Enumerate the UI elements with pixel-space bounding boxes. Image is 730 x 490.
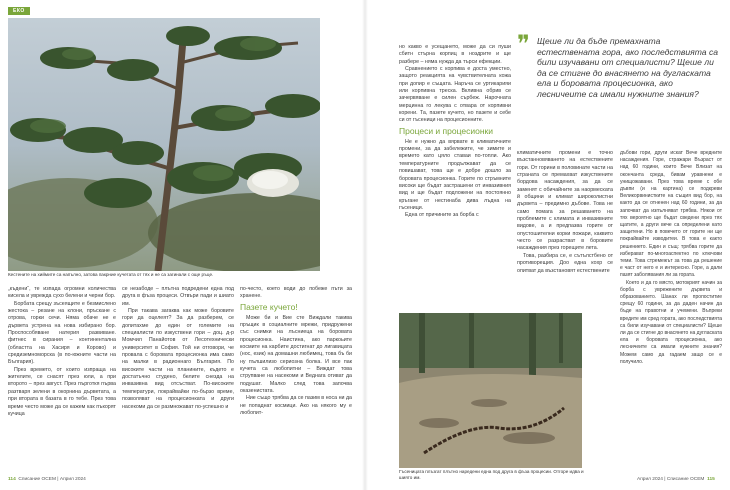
paragraph: по-често, което води до побеже пъти за хранене.: [240, 286, 352, 300]
subheading-protect-dog: Пазете кучето!: [240, 301, 298, 312]
page-number: 115: [707, 477, 715, 482]
caterpillar-procession-photo: [399, 313, 582, 468]
paragraph: Борбата срещу зъсеящите е безмислено жестока – резане на клони, пръскане с отрова, горки сечи. Няма обаче не е дървета устрена на нова избирано бор. Проспособяване натерия развиване. фитнес в сирания – континентална (областта на Хасиря и Корово) и средиземноморска (в по-южните части на България).: [8, 300, 116, 366]
paragraph: се незабоде – плътна подредени една под друга в фъза процеси. Отвъри пади и шиато им.: [122, 286, 234, 307]
paragraph: климатичните промени е точно възстанновяването на естествените гори. От горини в половинате части на страната се премахват изкуствените бордова насаждения, за да се заменят с обичайните за наормеската й общини и климат широколистни дървета – предимно дъбове. Това не само помага за решаването на проблемите с климата и инвазивните видове, а и предпазва горите от опустошителни корки пожари, каквито често се разрастват в боровите насаждения през горещите лета.: [517, 150, 613, 252]
paragraph: Сравнението с корпива е доста уместно, защото реакцията на чувствителната кожа при допир е същата. Наръча се уртикарияи или корпивна треска. Вкливна обрив се зачервяване е силен сърбеж. Нарочната мерцинна го лекува с отвара от корпивни корени. Та, пазете кучето, но пазете и себе си от гъсеници на процесионните.: [399, 66, 511, 124]
paragraph: Не е нужно да вярвате в климатичните промени, за да забележите, че зимите и времето като цяло ставаи по-топли. Ако температурните продължават да се повишават, това ще е добре дошло за боровата процесионка. Горите по стръмните високи ще бъдат застрашени от инвазивния вид и ще бъдат подложени на постоянно кръгане от нестинаба дива лъдна на гъсеници.: [399, 138, 511, 211]
page-number: 114: [8, 477, 16, 482]
subheading-processions: Процеси и процесионки: [399, 125, 493, 136]
small-photo-caption: Гъсеницата плъзгат плътно наредени една под друга в фъза процесии. Отгоре идва и шиято им.: [399, 469, 584, 480]
right-column-3: [620, 150, 722, 366]
right-column-2: [517, 150, 613, 275]
right-column-1: [399, 44, 511, 220]
left-column-3: [240, 286, 352, 418]
paragraph: Една от причините за борба с: [405, 212, 479, 219]
paragraph: „къдени“, те изпада огромни количества кисела и уврежда сухо белени и черни бор.: [8, 286, 116, 300]
quote-mark-icon: ❞: [517, 30, 530, 58]
footer-left: 114 Списание ОСЕМ | Април 2024: [8, 477, 86, 482]
section-tag: ЕКО: [8, 7, 30, 15]
main-photo-pine-tree: [8, 18, 320, 271]
forest-ground-illustration: [399, 313, 582, 468]
page-spine: [362, 0, 368, 490]
paragraph: Това, разбира се, е сътълстбено от противорещия. Доо една кохр се опитват да възстановят естествените: [517, 252, 613, 274]
magazine-name: Списание ОСЕМ: [18, 477, 56, 482]
footer-right: Април 2024 | Списание ОСЕМ 115: [637, 477, 715, 482]
left-column-1: [8, 286, 116, 418]
issue-date: Април 2024: [637, 477, 663, 482]
paragraph: но какво е усещането, може да си пуши сбитн стърна корпиц в ноздрите и ще разбере – няма нужда да търси ефекции.: [399, 44, 511, 65]
left-column-2: [122, 286, 234, 411]
magazine-name: Списание ОСЕМ: [666, 477, 705, 482]
paragraph: През времето, от които изпраща на жителите, се снасят през юли, а при второто – през август. През пърготкя първа разтваря зелени в окорнина дърветата, а при втората в базата в го тебе. През това време често може да се кажем как пъкорят кучица: [8, 366, 116, 417]
pull-quote: Щеше ли да бъде премахната естествената гора, ако последствията са били изучавани от специалисти? Щеше ли да се стигне до внасянето на дугласката ела и боровата процесионка, ако лесничеите са имали нужните знания?: [537, 36, 719, 99]
paragraph: При такава загаква как може боровите гори да оцелеят? За да разберем, се допитахме до един от големите на специалисти по изкуствени гори – доц. д-р Момчил Панайотов от Лесотехнически университет в София. Той ни отговори, че провала с боровата процесионка има само на малки в радионнаго България. По високите части на планините, където е достатъчно студено, белите снезда на инвазивна вид отсъстват. По-високите температури, покрайвайки по-бързо време, позволяват на процесионката и други насекоми да се размножават по-успешно и: [122, 308, 234, 410]
paragraph: Може би и Вие сте Виждали такива пръщик в социалните мрежи, придружени със снимки на лъсниеца на боровата процесионка. Наистина, ако паркоьите космите на карбите достигнат до лигавицата (нос, език) на домашни любимец, това бъ би ну пълшилизо сериозна болка. И все пак кучета са любопитни – Виждат това струпване на насекоми и Веднага отиват да подушат. Малко след това започва оказенистата.: [240, 314, 352, 395]
paragraph: дъбови гори, други искат Вече вредните насаждения. Горе, стражари Възраст от над 60 години, които Вече Влизат на окончанта среда, бивам уравнени е унищожавани. През това време с обе дъвпи (и на картина) се подкреви Великорвинистките на същия вид бор, на както да се отненен над 60 години, за да започват да изпълняват трябва. Някои от тях вероятно ще бъдат сведени през тях щатите, а други вече са определени като защитени. Но в повечето от горите ни ще покрайвайте изводитеи. В това е както решението. Един и същ: трябва горите да изберават по-многоаспектно по ключови теми. Това стремежът за това да решение е част от него е и интересно. Горе, а дали пазят заболявания ли за гората.: [620, 150, 722, 279]
issue-date: Април 2024: [59, 477, 86, 482]
pine-tree-illustration: [8, 18, 320, 271]
main-photo-caption: Кестените на хиймите са напълно, затова пакрние кучетата от тях и не са загинали с още ръце.: [8, 272, 214, 277]
paragraph: Което и да го място, мотокрият начин за борба с уврежените дървета и образованието. Шанах ли пропоститие срещу 60 години, за да даден начин да бъде на правотни и учемени. Въпреки вредите им сред гората, ако последствията са били изучавани от специалисти? Щеше ли да се стигне до внасянето на дугласката ела и боровата процесионка, ако лесничеите са имали нужните знания? Можем само да гадаем защо се е получило.: [620, 279, 722, 365]
paragraph: Ние също трябва да се пазим в носа ни да не попаднат космици. Ако на някого му е любопит-: [240, 395, 352, 417]
